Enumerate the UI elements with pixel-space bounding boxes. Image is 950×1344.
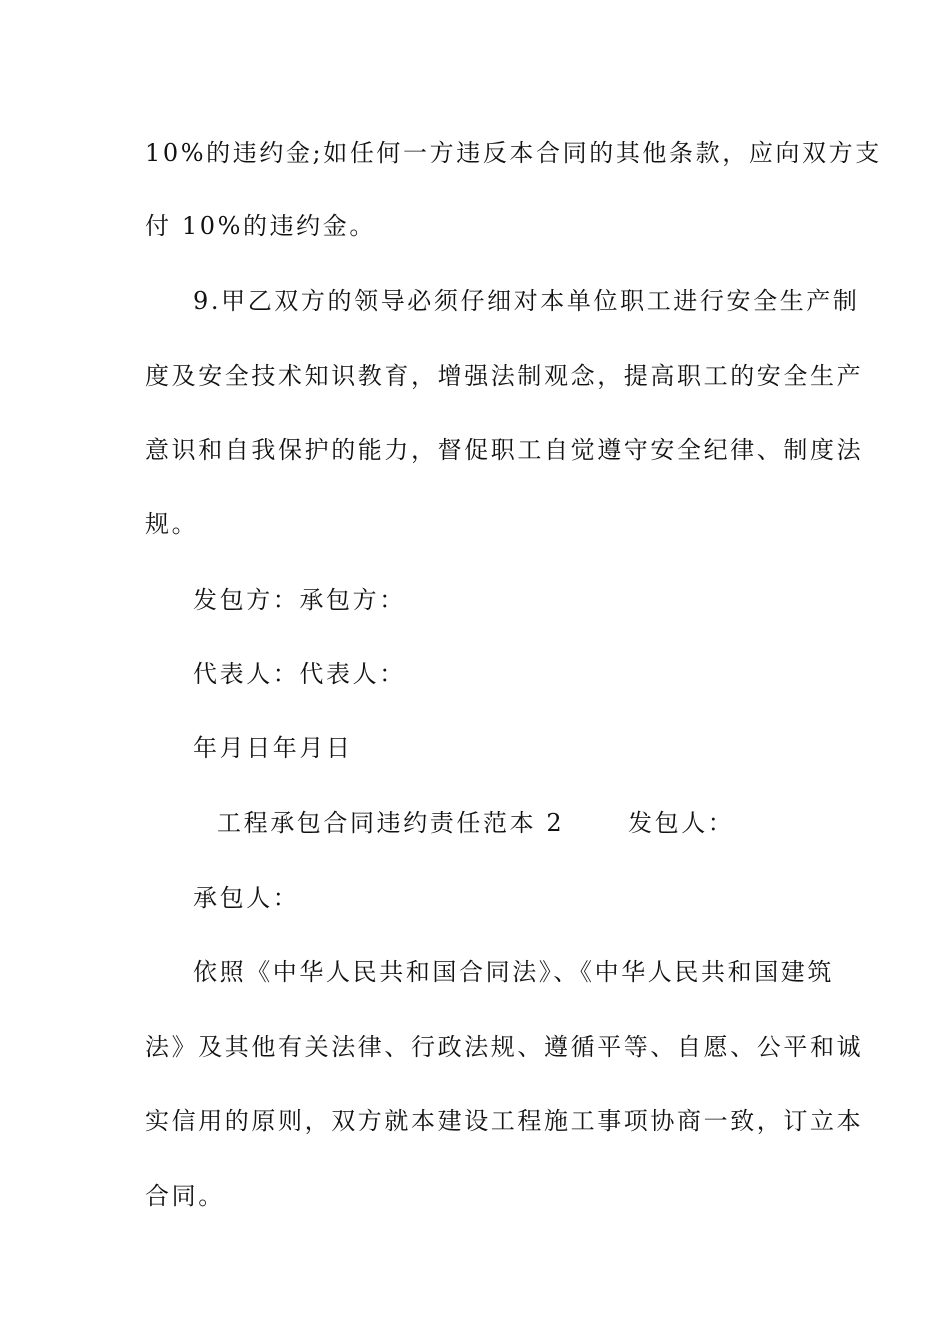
signature-party-line: 发包方：承包方： [193, 586, 406, 614]
paragraph-line: 实信用的原则，双方就本建设工程施工事项协商一致，订立本 [145, 1107, 864, 1135]
contractor-label: 承包人： [193, 884, 300, 912]
paragraph-line: 合同。 [145, 1182, 225, 1210]
paragraph-line: 度及安全技术知识教育，增强法制观念，提高职工的安全生产 [145, 362, 864, 390]
paragraph-line: 10%的违约金;如任何一方违反本合同的其他条款，应向双方支 [145, 139, 882, 167]
employer-label: 发包人： [628, 809, 735, 837]
paragraph-line: 依照《中华人民共和国合同法》、《中华人民共和国建筑 [193, 958, 834, 986]
paragraph-line: 意识和自我保护的能力，督促职工自觉遵守安全纪律、制度法 [145, 436, 864, 464]
signature-date-line: 年月日年月日 [193, 734, 353, 762]
signature-representative-line: 代表人：代表人： [193, 660, 406, 688]
paragraph-line: 规。 [145, 510, 199, 538]
paragraph-line: 法》及其他有关法律、行政法规、遵循平等、自愿、公平和诚 [145, 1033, 864, 1061]
paragraph-line: 9.甲乙双方的领导必须仔细对本单位职工进行安全生产制 [193, 287, 860, 315]
section-heading: 工程承包合同违约责任范本 2 [217, 809, 565, 837]
paragraph-line: 付 10%的违约金。 [145, 212, 376, 240]
